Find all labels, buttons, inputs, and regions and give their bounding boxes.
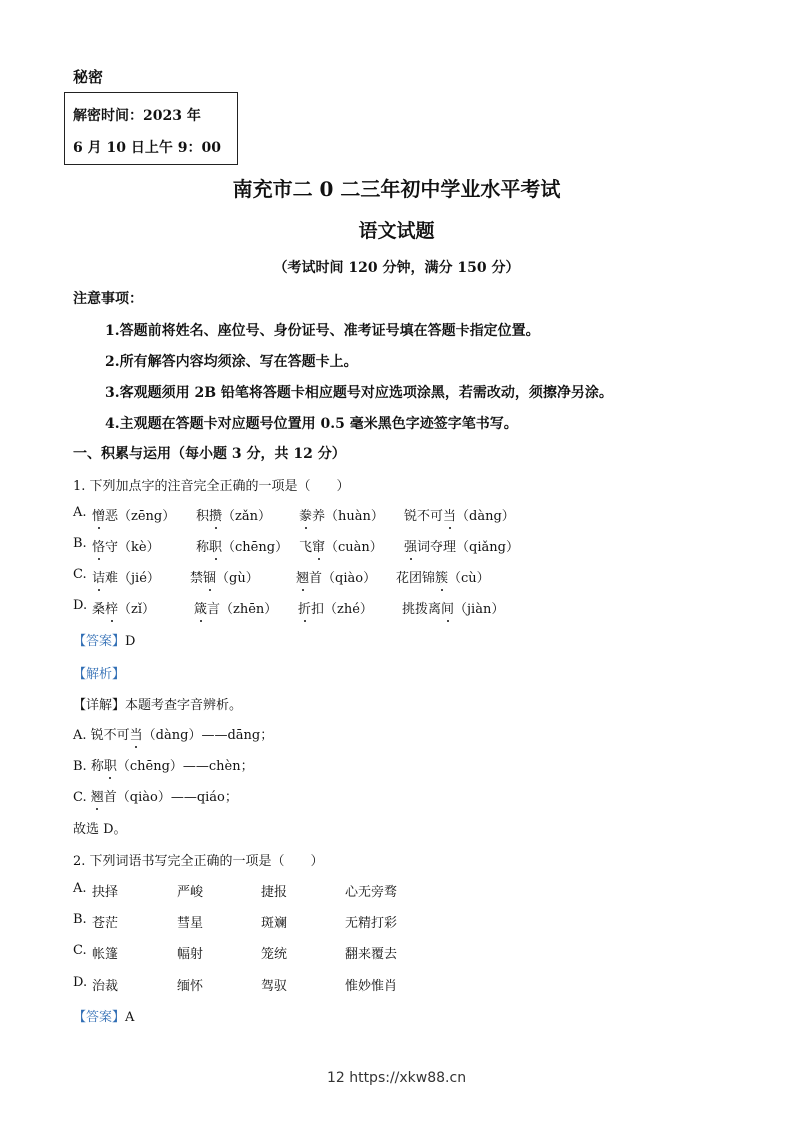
option-label: A. [73,881,87,896]
option-word: 苍茫 [92,916,119,931]
analysis-tag: 【解析】 [73,667,126,682]
notice-item: 2.所有解答内容均须涂、写在答题卡上。 [105,354,358,370]
answer-tag: 【答案】 [73,1010,126,1025]
section-heading: 一、积累与运用（每小题 3 分，共 12 分） [73,446,346,462]
option-word: 彗星 [177,916,204,931]
declassify-line-1: 解密时间：2023 年 [73,108,201,124]
answer-line-2 [73,1006,134,1025]
option-item: 强词夺理（qiǎng） [404,540,519,555]
option-item: 称职（chēng） [196,540,289,555]
option-word: 治裁 [92,979,119,994]
declassify-line-2: 6 月 10 日上午 9：00 [73,140,221,156]
notice-heading: 注意事项： [73,291,143,307]
option-label: D. [73,598,88,613]
option-label: B. [73,912,87,927]
detail-line: 【详解】本题考查字音辨析。 [73,698,243,713]
option-word: 无精打彩 [345,916,398,931]
option-item: 诘难（jié） [92,571,160,586]
option-item: 折扣（zhé） [298,602,373,617]
option-word: 驾驭 [261,979,288,994]
option-item: 禁锢（gù） [190,571,259,586]
option-label: B. [73,536,87,551]
option-label: C. [73,567,87,582]
exam-time: （考试时间 120 分钟，满分 150 分） [273,260,520,276]
secret-label: 秘密 [73,68,104,86]
option-word: 翻来覆去 [345,947,398,962]
answer-value: D [125,634,136,649]
analysis-line: C. 翘首（qiào）——qiáo； [73,790,238,805]
option-item: 锐不可当（dàng） [404,509,515,524]
option-item: 翘首（qiào） [296,571,377,586]
option-item: 挑拨离间（jiàn） [402,602,505,617]
option-label: C. [73,943,87,958]
answer-tag: 【答案】 [73,634,126,649]
option-item: 飞窜（cuàn） [299,540,383,555]
option-word: 斑斓 [261,916,288,931]
option-word: 缅怀 [177,979,204,994]
analysis-line: B. 称职（chēng）——chèn； [73,759,254,774]
question-1-stem: 1. 下列加点字的注音完全正确的一项是（ ） [73,479,350,494]
analysis-line: A. 锐不可当（dàng）——dāng； [73,728,274,743]
option-item: 积攒（zǎn） [196,509,272,524]
option-word: 严峻 [177,885,204,900]
conclusion-line: 故选 D。 [73,822,127,837]
option-word: 心无旁骛 [345,885,398,900]
option-word: 抉择 [92,885,119,900]
option-label: A. [73,505,87,520]
declassify-box [64,92,238,165]
page-footer: 12 https://xkw88.cn [326,1070,467,1086]
notice-item: 4.主观题在答题卡对应题号位置用 0.5 毫米黑色字迹签字笔书写。 [105,416,518,432]
option-word: 捷报 [261,885,288,900]
option-word: 惟妙惟肖 [345,979,398,994]
notice-item: 3.客观题须用 2B 铅笔将答题卡相应题号对应选项涂黑，若需改动，须擦净另涂。 [105,385,613,401]
option-word: 笼统 [261,947,288,962]
question-2-stem: 2. 下列词语书写完全正确的一项是（ ） [73,854,324,869]
option-item: 憎恶（zēng） [92,509,176,524]
option-item: 桑梓（zǐ） [92,602,156,617]
option-label: D. [73,975,88,990]
option-item: 箴言（zhēn） [194,602,278,617]
option-word: 幅射 [177,947,204,962]
answer-line [73,630,135,649]
answer-value: A [125,1010,135,1025]
notice-item: 1.答题前将姓名、座位号、身份证号、准考证号填在答题卡指定位置。 [105,323,540,339]
option-item: 豢养（huàn） [299,509,384,524]
exam-title: 南充市二 0 二三年初中学业水平考试 [232,177,561,201]
option-item: 花团锦簇（cù） [396,571,490,586]
option-item: 恪守（kè） [92,540,160,555]
option-word: 帐篷 [92,947,119,962]
exam-subject: 语文试题 [358,220,435,242]
